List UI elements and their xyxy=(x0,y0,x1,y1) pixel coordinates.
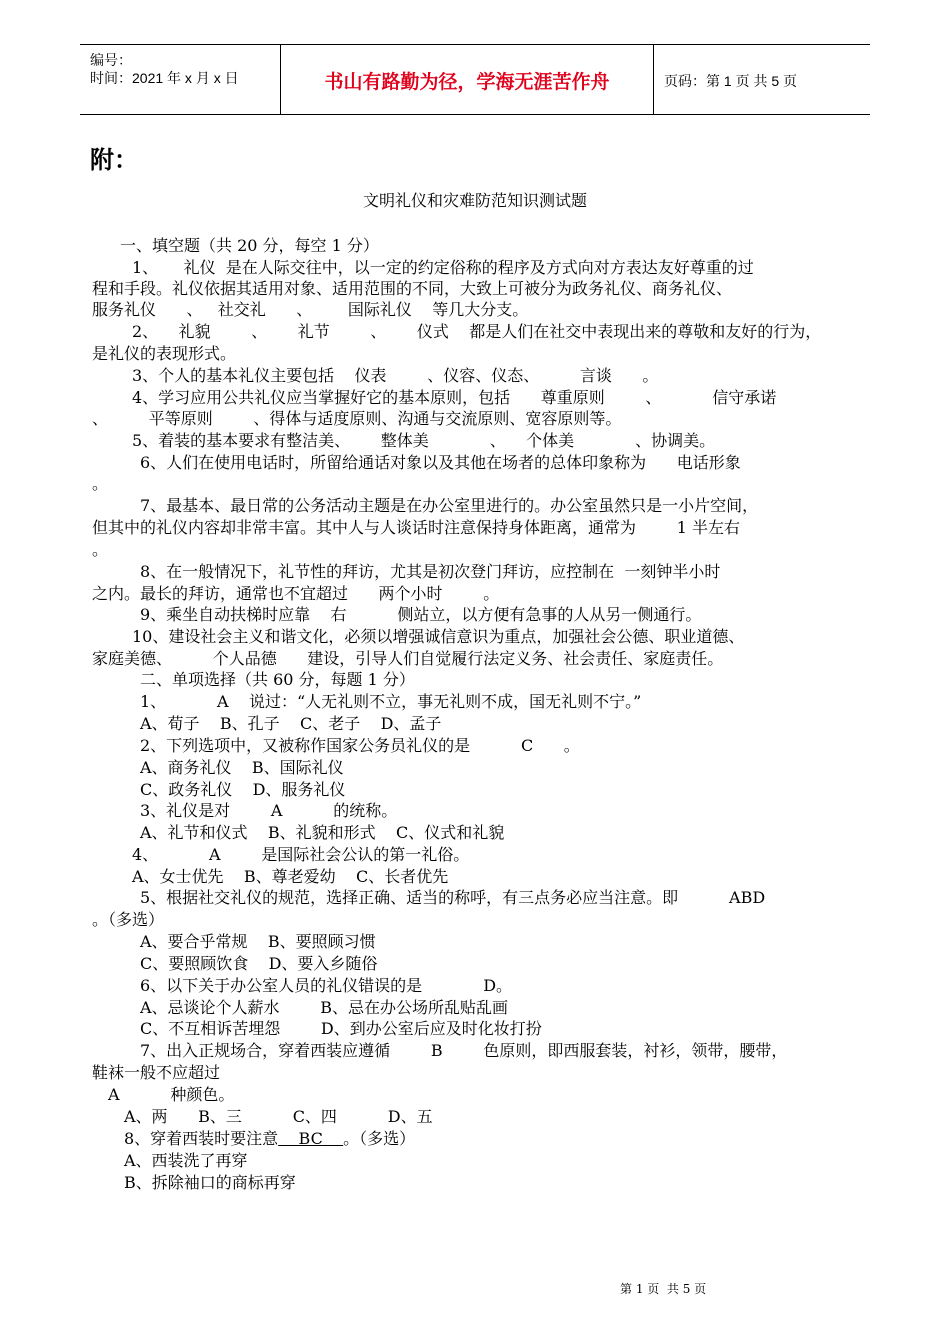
question-line: 7、出入正规场合，穿着西装应遵循 B 色原则，即西服套装，衬衫，领带，腰带， xyxy=(140,1041,788,1060)
appendix-heading: 附： xyxy=(90,147,138,174)
header-motto-cell xyxy=(281,45,654,114)
section-heading-single-choice: 二、单项选择（共 60 分，每题 1 分） xyxy=(140,670,415,689)
option-line: A、忌谈论个人薪水 B、忌在办公场所乱贴乱画 xyxy=(140,998,509,1017)
question-line: 1、 A 说过：“人无礼则不立，事无礼则不成，国无礼则不宁。” xyxy=(140,692,642,711)
header-motto: 书山有路勤为径，学海无涯苦作舟 xyxy=(324,72,610,93)
question-line: 9、乘坐自动扶梯时应靠 右 侧站立，以方便有急事的人从另一侧通行。 xyxy=(140,605,702,624)
option-line: A、女士优先 B、尊老爱幼 C、长者优先 xyxy=(132,867,449,886)
option-line: C、政务礼仪 D、服务礼仪 xyxy=(140,780,346,799)
question-8-answer-blank xyxy=(278,1129,343,1148)
question-line: 4、 A 是国际社会公认的第一礼俗。 xyxy=(132,845,470,864)
document-number-label: 编号： xyxy=(90,52,132,68)
question-line: 8、在一般情况下，礼节性的拜访，尤其是初次登门拜访，应控制在 一刻钟半小时 xyxy=(140,562,721,581)
option-line: B、拆除袖口的商标再穿 xyxy=(124,1173,296,1192)
page-header xyxy=(80,44,870,115)
question-line: 3、个人的基本礼仪主要包括 仪表 、仪容、仪态、 言谈 。 xyxy=(132,366,659,385)
question-8-answer: BC xyxy=(298,1129,323,1148)
option-line: A、西装洗了再穿 xyxy=(124,1151,248,1170)
question-line: 程和手段。礼仪依据其适用对象、适用范围的不同，大致上可被分为政务礼仪、商务礼仪、 xyxy=(92,279,733,298)
question-8-prompt: 8、穿着西装时要注意 xyxy=(124,1129,279,1148)
question-line: 、 平等原则 、得体与适度原则、沟通与交流原则、宽容原则等。 xyxy=(92,409,622,428)
question-8-suffix: 。（多选） xyxy=(343,1129,416,1148)
question-line: A 种颜色。 xyxy=(108,1085,235,1104)
document-time-label: 时间：2021 年 x 月 x 日 xyxy=(90,70,239,86)
question-line: 5、根据社交礼仪的规范，选择正确、适当的称呼，有三点务必应当注意。即 ABD xyxy=(140,888,766,907)
question-line: 。 xyxy=(92,540,109,559)
question-line: 服务礼仪 、 社交礼 、 国际礼仪 等几大分支。 xyxy=(92,300,529,319)
page-footer: 第 1 页 共 5 页 xyxy=(620,1282,707,1296)
question-line: 。（多选） xyxy=(92,910,165,929)
question-line: 但其中的礼仪内容却非常丰富。其中人与人谈话时注意保持身体距离，通常为 1 半左右 xyxy=(92,518,740,537)
question-line: 6、人们在使用电话时，所留给通话对象以及其他在场者的总体印象称为 电话形象 xyxy=(140,453,741,472)
option-line: A、两 B、三 C、四 D、五 xyxy=(124,1107,433,1126)
header-page-indicator: 页码：第 1 页 共 5 页 xyxy=(664,73,798,89)
question-line: 4、学习应用公共礼仪应当掌握好它的基本原则，包括 尊重原则 、 信守承诺 xyxy=(132,388,777,407)
header-page-cell xyxy=(654,45,870,114)
option-line: A、要合乎常规 B、要照顾习惯 xyxy=(140,932,376,951)
question-line: 6、以下关于办公室人员的礼仪错误的是 D。 xyxy=(140,976,513,995)
question-line: 家庭美德、 个人品德 建设，引导人们自觉履行法定义务、社会责任、家庭责任。 xyxy=(92,649,724,668)
question-line: 鞋袜一般不应超过 xyxy=(92,1063,221,1082)
question-line: 是礼仪的表现形式。 xyxy=(92,344,237,363)
question-line: 。 xyxy=(92,474,109,493)
question-line: 3、礼仪是对 A 的统称。 xyxy=(140,801,398,820)
question-line: 1、 礼仪 是在人际交往中，以一定的约定俗称的程序及方式向对方表达友好尊重的过 xyxy=(132,258,754,277)
question-line: 7、最基本、最日常的公务活动主题是在办公室里进行的。办公室虽然只是一小片空间， xyxy=(140,496,759,515)
question-line: 之内。最长的拜访，通常也不宜超过 两个小时 。 xyxy=(92,584,500,603)
option-line: C、要照顾饮食 D、要入乡随俗 xyxy=(140,954,378,973)
question-line: 10、建设社会主义和谐文化，必须以增强诚信意识为重点，加强社会公德、职业道德、 xyxy=(132,627,745,646)
option-line: A、荀子 B、孔子 C、老子 D、孟子 xyxy=(140,714,442,733)
option-line: A、礼节和仪式 B、礼貌和形式 C、仪式和礼貌 xyxy=(140,823,505,842)
question-line xyxy=(124,1129,415,1149)
section-heading-fill-blank: 一、填空题（共 20 分，每空 1 分） xyxy=(120,236,379,255)
document-title: 文明礼仪和灾难防范知识测试题 xyxy=(362,191,587,210)
question-line: 2、下列选项中，又被称作国家公务员礼仪的是 C 。 xyxy=(140,736,580,755)
header-meta-cell xyxy=(80,45,281,114)
option-line: C、不互相诉苦埋怨 D、到办公室后应及时化妆打扮 xyxy=(140,1019,542,1038)
option-line: A、商务礼仪 B、国际礼仪 xyxy=(140,758,344,777)
question-line: 2、 礼貌 、 礼节 、 仪式 都是人们在社交中表现出来的尊敬和友好的行为， xyxy=(132,322,822,341)
question-line: 5、着装的基本要求有整洁美、 整体美 、 个体美 、协调美。 xyxy=(132,431,716,450)
